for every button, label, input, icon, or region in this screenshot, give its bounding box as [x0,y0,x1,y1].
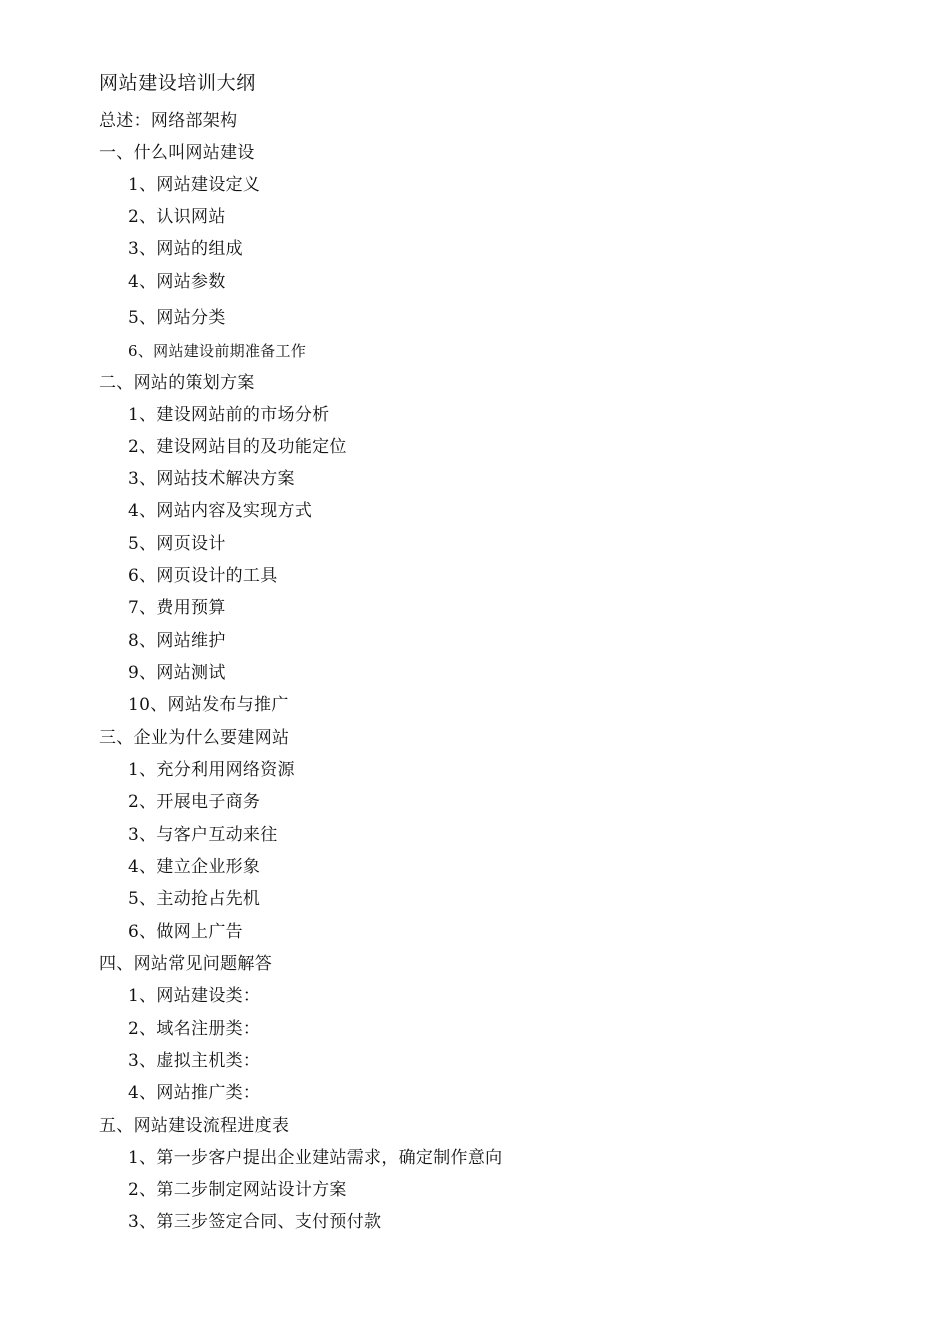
outline-item: 5、网页设计 [128,534,226,554]
outline-item: 2、域名注册类： [128,1019,261,1039]
outline-item: 6、网页设计的工具 [128,566,278,586]
outline-item: 1、建设网站前的市场分析 [128,405,330,425]
outline-item: 1、充分利用网络资源 [128,760,295,780]
overview-line: 总述：网络部架构 [99,111,238,131]
outline-item: 1、网站建设类： [128,986,261,1006]
section-heading: 五、网站建设流程进度表 [99,1116,290,1136]
outline-item: 9、网站测试 [128,663,226,683]
section-heading: 一、什么叫网站建设 [99,143,255,163]
outline-item: 4、建立企业形象 [128,857,261,877]
outline-item: 1、第一步客户提出企业建站需求，确定制作意向 [128,1148,503,1168]
outline-item: 5、主动抢占先机 [128,889,261,909]
outline-item: 2、开展电子商务 [128,792,261,812]
outline-item: 3、网站技术解决方案 [128,469,295,489]
section-heading: 四、网站常见问题解答 [99,954,272,974]
outline-item: 2、建设网站目的及功能定位 [128,437,347,457]
outline-item: 8、网站维护 [128,631,226,651]
outline-item: 4、网站参数 [128,272,226,292]
outline-item: 3、与客户互动来往 [128,825,278,845]
outline-item: 3、第三步签定合同、支付预付款 [128,1212,382,1232]
outline-item: 3、网站的组成 [128,239,243,259]
outline-item: 2、第二步制定网站设计方案 [128,1180,347,1200]
outline-item: 3、虚拟主机类： [128,1051,261,1071]
section-heading: 三、企业为什么要建网站 [99,728,290,748]
outline-item: 4、网站推广类： [128,1083,261,1103]
outline-item: 10、网站发布与推广 [128,695,289,715]
document-title: 网站建设培训大纲 [99,72,256,94]
outline-item: 6、做网上广告 [128,922,243,942]
outline-item: 7、费用预算 [128,598,226,618]
outline-item: 5、网站分类 [128,308,226,328]
outline-item: 6、网站建设前期准备工作 [128,342,307,360]
section-heading: 二、网站的策划方案 [99,373,255,393]
outline-item: 4、网站内容及实现方式 [128,501,313,521]
outline-item: 1、网站建设定义 [128,175,261,195]
outline-item: 2、认识网站 [128,207,226,227]
